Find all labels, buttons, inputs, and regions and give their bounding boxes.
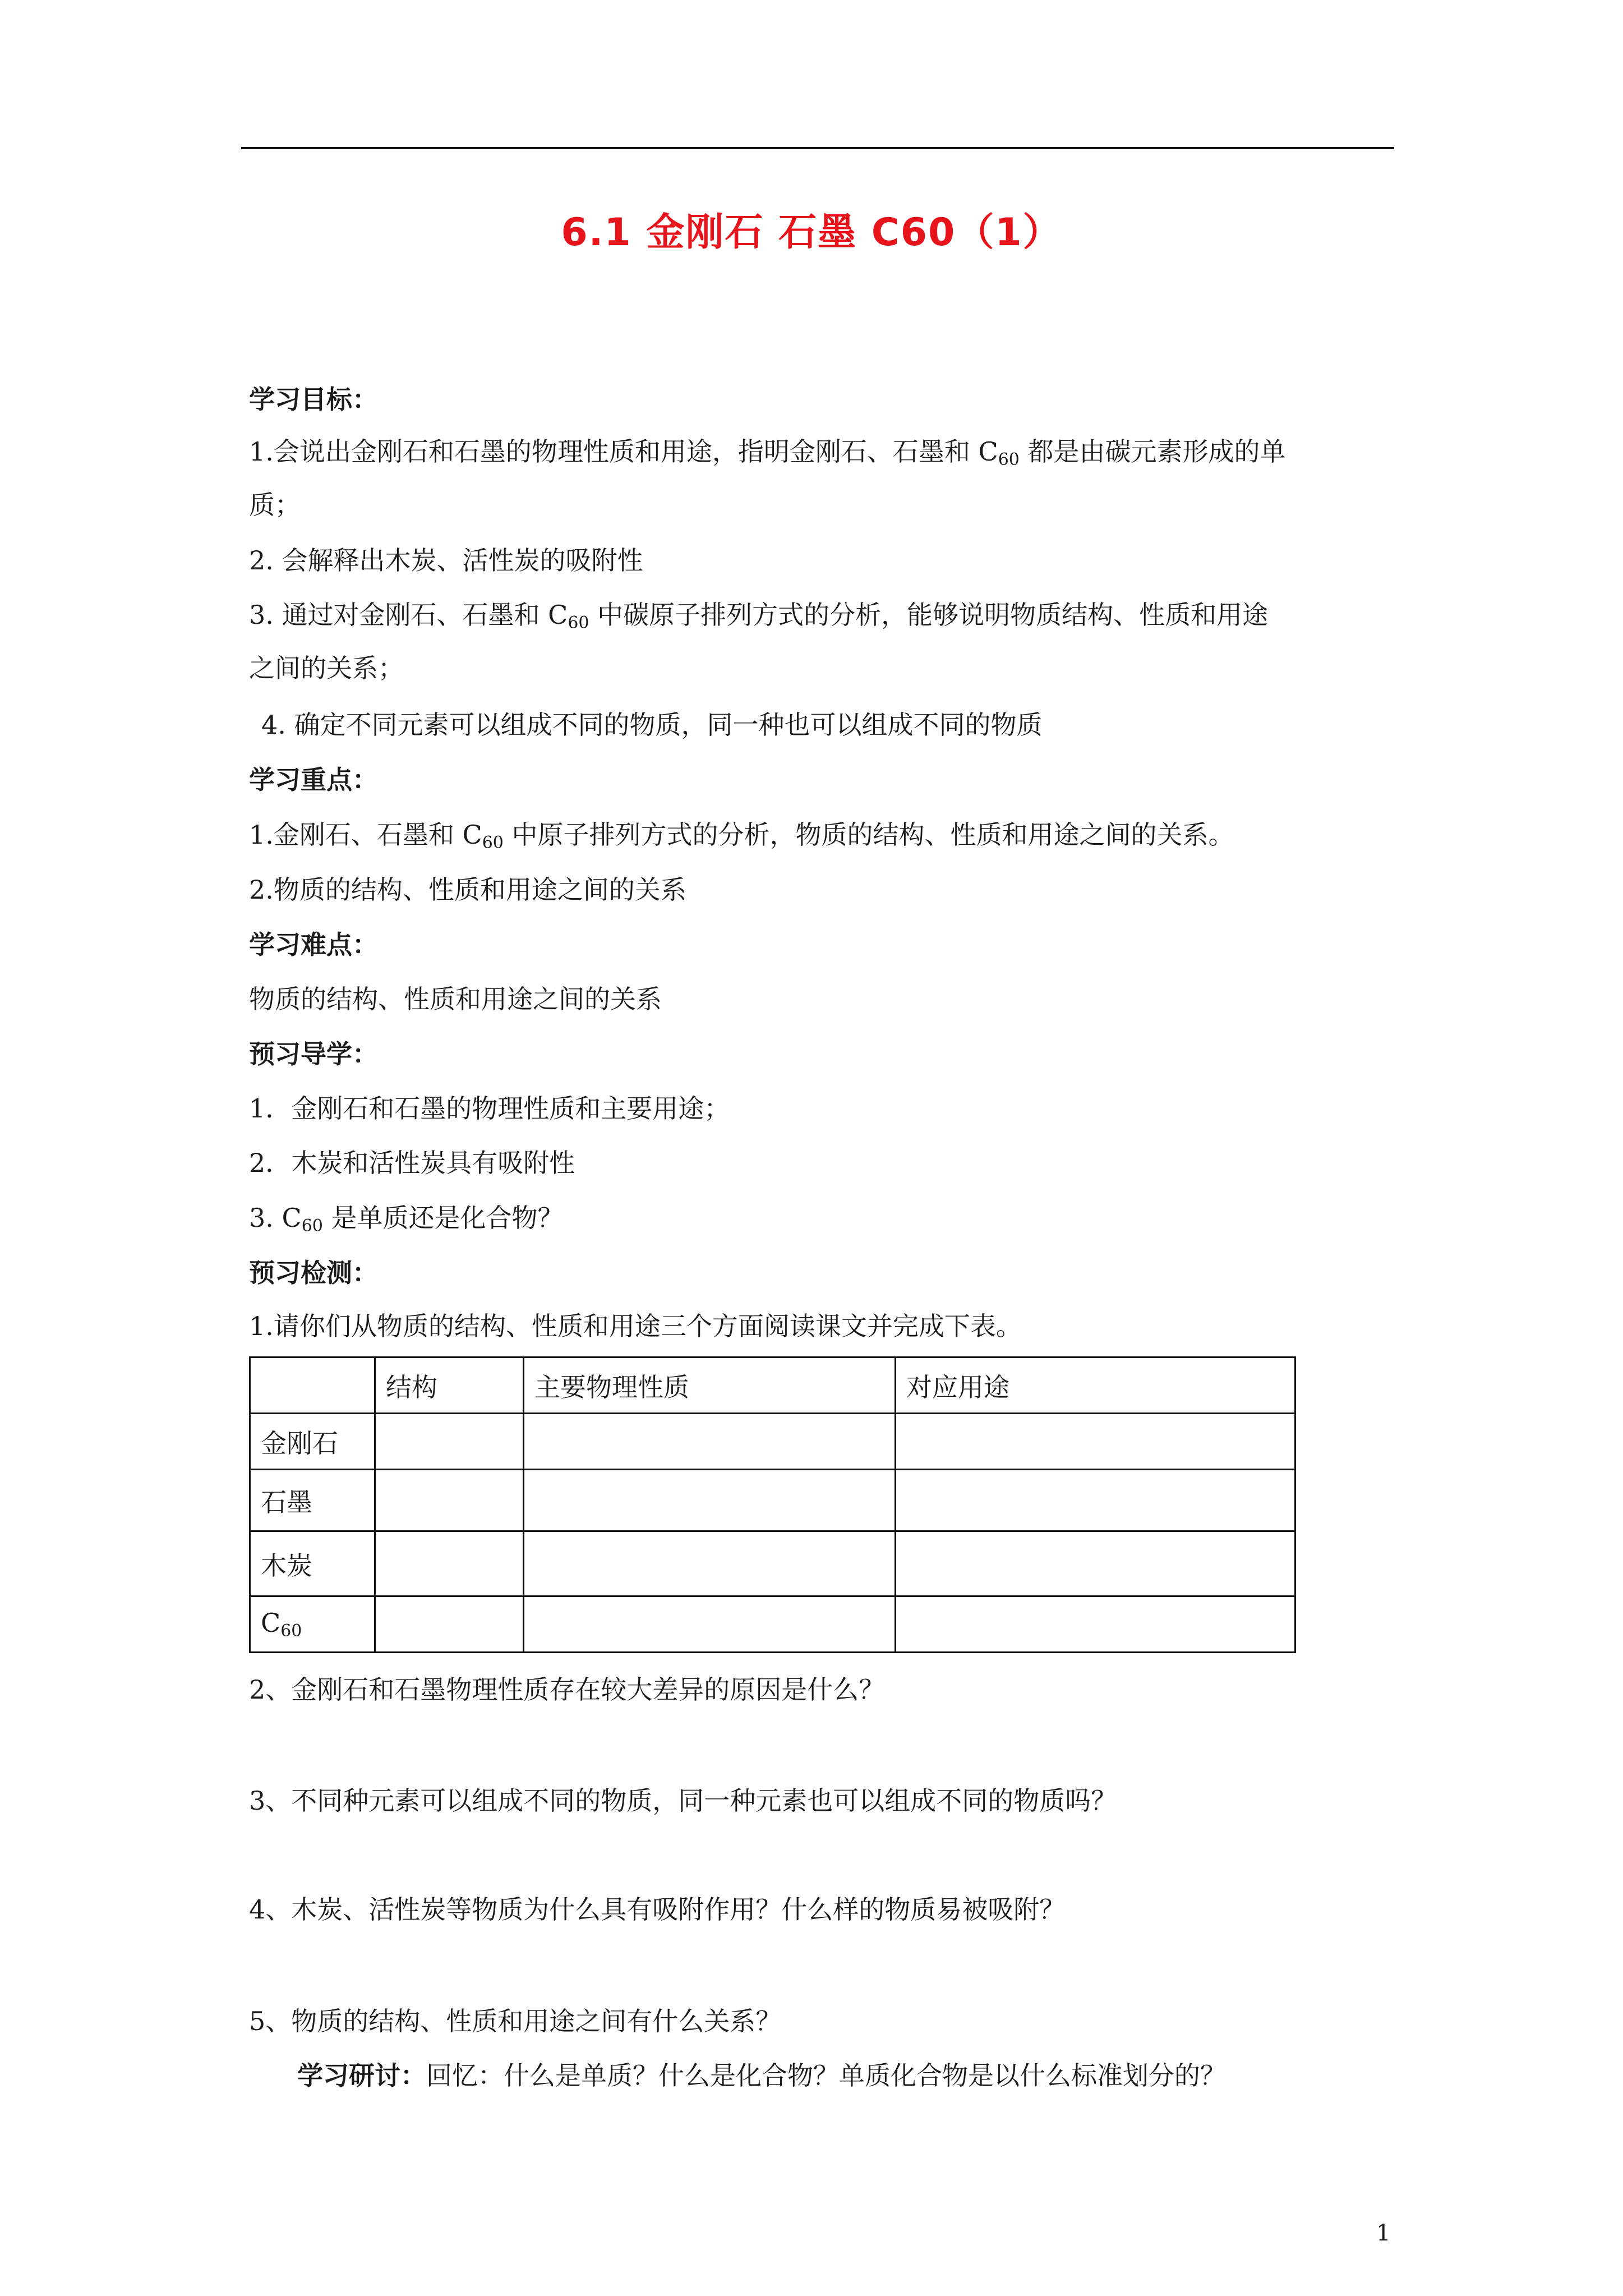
check-question-4: 4、木炭、活性炭等物质为什么具有吸附作用？什么样的物质易被吸附？ <box>249 1894 1066 1925</box>
page-number: 1 <box>1376 2220 1391 2246</box>
table-cell[interactable] <box>524 1596 896 1653</box>
preview-item-2: 2．木炭和活性炭具有吸附性 <box>249 1148 575 1178</box>
key-points-heading: 学习重点： <box>249 765 378 795</box>
table-cell[interactable] <box>524 1414 896 1470</box>
table-row-label: 木炭 <box>250 1531 375 1596</box>
goal-item-4: 4. 确定不同元素可以组成不同的物质，同一种也可以组成不同的物质 <box>261 710 1043 740</box>
goal-item-3: 3. 通过对金刚石、石墨和 $C_{60}$ 中碳原子排列方式的分析，能够说明物质结构、性质和用途 <box>249 600 1269 633</box>
table-row <box>250 1531 1295 1596</box>
preview-item-1: 1．金刚石和石墨的物理性质和主要用途； <box>249 1093 730 1124</box>
table-cell[interactable] <box>896 1531 1295 1596</box>
goal-item-1: 1.会说出金刚石和石墨的物理性质和用途，指明金刚石、石墨和 $C_{60}$ 都是由碳元素形成的单 <box>249 436 1286 470</box>
table-cell[interactable] <box>375 1470 524 1531</box>
check-question-5: 5、物质的结构、性质和用途之间有什么关系？ <box>249 2006 782 2036</box>
page-title: 6.1 金刚石 石墨 C60（1） <box>561 210 1062 255</box>
table-cell[interactable] <box>524 1531 896 1596</box>
difficulties-text: 物质的结构、性质和用途之间的关系 <box>249 984 662 1014</box>
properties-table <box>249 1356 1296 1653</box>
key-point-1: 1.金刚石、石墨和 $C_{60}$ 中原子排列方式的分析，物质的结构、性质和用途之间的关系。 <box>249 820 1234 853</box>
table-row-label: $C_{60}$ <box>250 1596 375 1653</box>
check-question-1: 1.请你们从物质的结构、性质和用途三个方面阅读课文并完成下表。 <box>249 1311 1022 1341</box>
research-line: 学习研讨：回忆：什么是单质？什么是化合物？单质化合物是以什么标准划分的？ <box>297 2060 1226 2091</box>
goal-item-2: 2. 会解释出木炭、活性炭的吸附性 <box>249 545 643 576</box>
goal-item-3-cont: 之间的关系； <box>249 653 404 683</box>
key-point-2: 2.物质的结构、性质和用途之间的关系 <box>249 875 686 905</box>
table-row-label: 石墨 <box>250 1470 375 1531</box>
table-cell[interactable] <box>375 1596 524 1653</box>
table-cell[interactable] <box>896 1414 1295 1470</box>
table-row <box>250 1414 1295 1470</box>
table-row <box>250 1470 1295 1531</box>
table-cell[interactable] <box>896 1470 1295 1531</box>
table-row <box>250 1596 1295 1653</box>
preview-heading: 预习导学： <box>249 1039 378 1069</box>
table-header-cell: 结构 <box>375 1358 524 1414</box>
table-header-row <box>250 1358 1295 1414</box>
table-header-cell: 主要物理性质 <box>524 1358 896 1414</box>
table-row-label: 金刚石 <box>250 1414 375 1470</box>
goals-heading: 学习目标： <box>249 384 378 415</box>
table-header-cell: 对应用途 <box>896 1358 1295 1414</box>
check-question-2: 2、金刚石和石墨物理性质存在较大差异的原因是什么？ <box>249 1674 885 1705</box>
header-rule <box>241 147 1394 149</box>
table-cell[interactable] <box>375 1414 524 1470</box>
table-header-cell <box>250 1358 375 1414</box>
table-cell[interactable] <box>896 1596 1295 1653</box>
preview-item-3: 3. $C_{60}$ 是单质还是化合物？ <box>249 1203 564 1236</box>
difficulties-heading: 学习难点： <box>249 930 378 960</box>
table-cell[interactable] <box>375 1531 524 1596</box>
check-question-3: 3、不同种元素可以组成不同的物质，同一种元素也可以组成不同的物质吗？ <box>249 1786 1117 1816</box>
check-heading: 预习检测： <box>249 1258 378 1288</box>
goal-item-1-cont: 质； <box>249 490 301 520</box>
table-cell[interactable] <box>524 1470 896 1531</box>
